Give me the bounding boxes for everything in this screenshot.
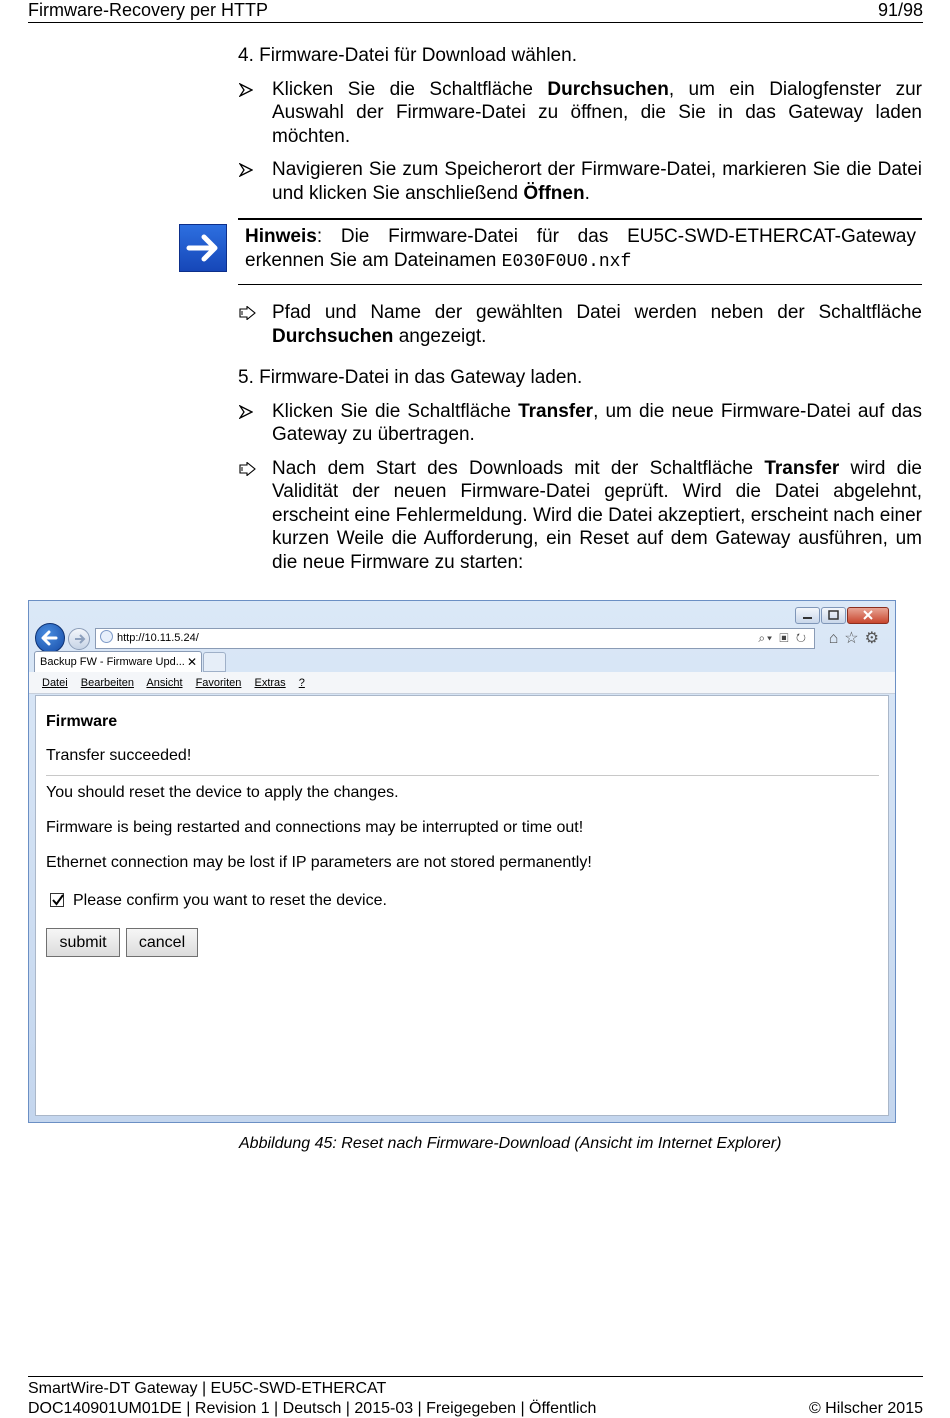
page-title: Firmware xyxy=(46,713,118,730)
toolbar-icons[interactable]: ⌂☆⚙ xyxy=(828,630,885,647)
menu-help[interactable]: ? xyxy=(298,677,305,689)
menu-datei[interactable]: Datei xyxy=(42,677,68,689)
restart-warning: Firmware is being restarted and connections may be interrupted or time out! xyxy=(46,819,584,836)
figure-caption: Abbildung 45: Reset nach Firmware-Download (Ansicht im Internet Explorer) xyxy=(239,1135,782,1152)
confirm-reset-label: Please confirm you want to reset the device. xyxy=(73,892,387,909)
text: Nach dem Start des Downloads mit der Schaltfläche xyxy=(272,457,765,479)
action-arrow-icon xyxy=(238,78,260,101)
note-label: Hinweis xyxy=(245,226,317,247)
text: , um die neue Firmware-Datei auf das Gateway zu übertragen. xyxy=(272,400,922,445)
confirm-reset-checkbox[interactable] xyxy=(50,893,64,907)
text: Navigieren Sie zum Speicherort der Firmware-Datei, markieren Sie die Datei und klicken Sie anschließend xyxy=(272,159,922,204)
header-title: Firmware-Recovery per HTTP xyxy=(28,0,269,20)
button-name: Öffnen xyxy=(523,182,585,204)
new-tab-button[interactable] xyxy=(203,652,226,672)
text: Klicken Sie die Schaltfläche xyxy=(272,78,548,100)
footer-document-info: DOC140901UM01DE | Revision 1 | Deutsch | 2015-03 | Freigegeben | Öffentlich xyxy=(28,1400,597,1417)
back-button[interactable] xyxy=(35,623,65,653)
instructions xyxy=(238,44,922,584)
page-icon xyxy=(100,630,113,643)
button-name: Transfer xyxy=(764,457,840,479)
action-arrow-icon xyxy=(238,400,260,423)
minimize-button[interactable] xyxy=(795,607,820,624)
forward-button[interactable] xyxy=(68,628,90,650)
tab-title: Backup FW - Firmware Upd... xyxy=(40,656,185,668)
transfer-status: Transfer succeeded! xyxy=(46,747,192,764)
action-arrow-icon xyxy=(238,158,260,181)
text: . xyxy=(584,182,590,204)
step-4-heading: 4. Firmware-Datei für Download wählen. xyxy=(238,45,577,66)
result-arrow-icon xyxy=(238,301,260,324)
button-name: Transfer xyxy=(518,400,594,422)
note-text: : Die Firmware-Datei für das EU5C-SWD-ETHERCAT-Gateway erkennen Sie am Dateinamen xyxy=(245,226,916,271)
address-tools-icon[interactable]: ⌕▾ ▣ ↻ xyxy=(758,631,808,645)
web-page xyxy=(35,695,889,1116)
result-path-shown xyxy=(238,301,922,348)
step-5-heading: 5. Firmware-Datei in das Gateway laden. xyxy=(238,367,583,388)
menu-bearbeiten[interactable]: Bearbeiten xyxy=(80,677,134,689)
submit-button[interactable]: submit xyxy=(46,928,120,957)
firmware-filename: E030F0U0.nxf xyxy=(501,251,632,272)
note-arrow-icon xyxy=(179,224,227,272)
window-controls xyxy=(795,607,889,624)
note-box xyxy=(238,218,922,285)
running-header xyxy=(28,0,923,23)
text: angezeigt. xyxy=(393,325,487,347)
action-durchsuchen xyxy=(238,78,922,149)
button-name: Durchsuchen xyxy=(272,325,394,347)
text: Pfad und Name der gewählten Datei werden neben der Schaltfläche xyxy=(272,302,922,323)
text: Klicken Sie die Schaltfläche xyxy=(272,400,519,422)
menu-favoriten[interactable]: Favoriten xyxy=(195,677,242,689)
result-arrow-icon xyxy=(238,457,260,480)
footer-copyright: © Hilscher 2015 xyxy=(808,1400,923,1417)
cancel-button[interactable]: cancel xyxy=(126,928,198,957)
text: wird die Validität der neuen Firmware-Datei geprüft. Wird die Datei abgelehnt, erscheint eine Fehlermeldung. Wird die Datei akzeptiert, erscheint nach einer kurzen Weile die Aufforderung, ein Reset auf dem Gateway ausführen, um die neue Firmware zu starten: xyxy=(272,457,922,573)
footer-product: SmartWire-DT Gateway | EU5C-SWD-ETHERCAT xyxy=(28,1380,387,1397)
ethernet-warning: Ethernet connection may be lost if IP parameters are not stored permanently! xyxy=(46,854,592,871)
button-name: Durchsuchen xyxy=(547,78,669,100)
menu-extras[interactable]: Extras xyxy=(254,677,286,689)
action-navigate xyxy=(238,158,922,205)
close-window-button[interactable] xyxy=(847,607,889,624)
maximize-button[interactable] xyxy=(821,607,846,624)
divider xyxy=(46,775,879,776)
text: , um ein Dialogfenster zur Auswahl der Firmware-Datei zu öffnen, die Sie in das Gateway laden möchten. xyxy=(272,78,922,147)
browser-screenshot xyxy=(28,600,896,1123)
tab-close-icon[interactable]: ✕ xyxy=(186,655,197,669)
menu-ansicht[interactable]: Ansicht xyxy=(146,677,183,689)
action-transfer xyxy=(238,400,922,447)
browser-tab[interactable] xyxy=(34,651,202,672)
url-text: http://10.11.5.24/ xyxy=(117,632,199,644)
result-validation xyxy=(238,457,922,575)
reset-advice: You should reset the device to apply the changes. xyxy=(46,784,399,801)
page-footer xyxy=(28,1376,923,1417)
menu-bar xyxy=(29,672,895,694)
page-number: 91/98 xyxy=(877,0,923,20)
address-bar[interactable] xyxy=(95,628,815,649)
